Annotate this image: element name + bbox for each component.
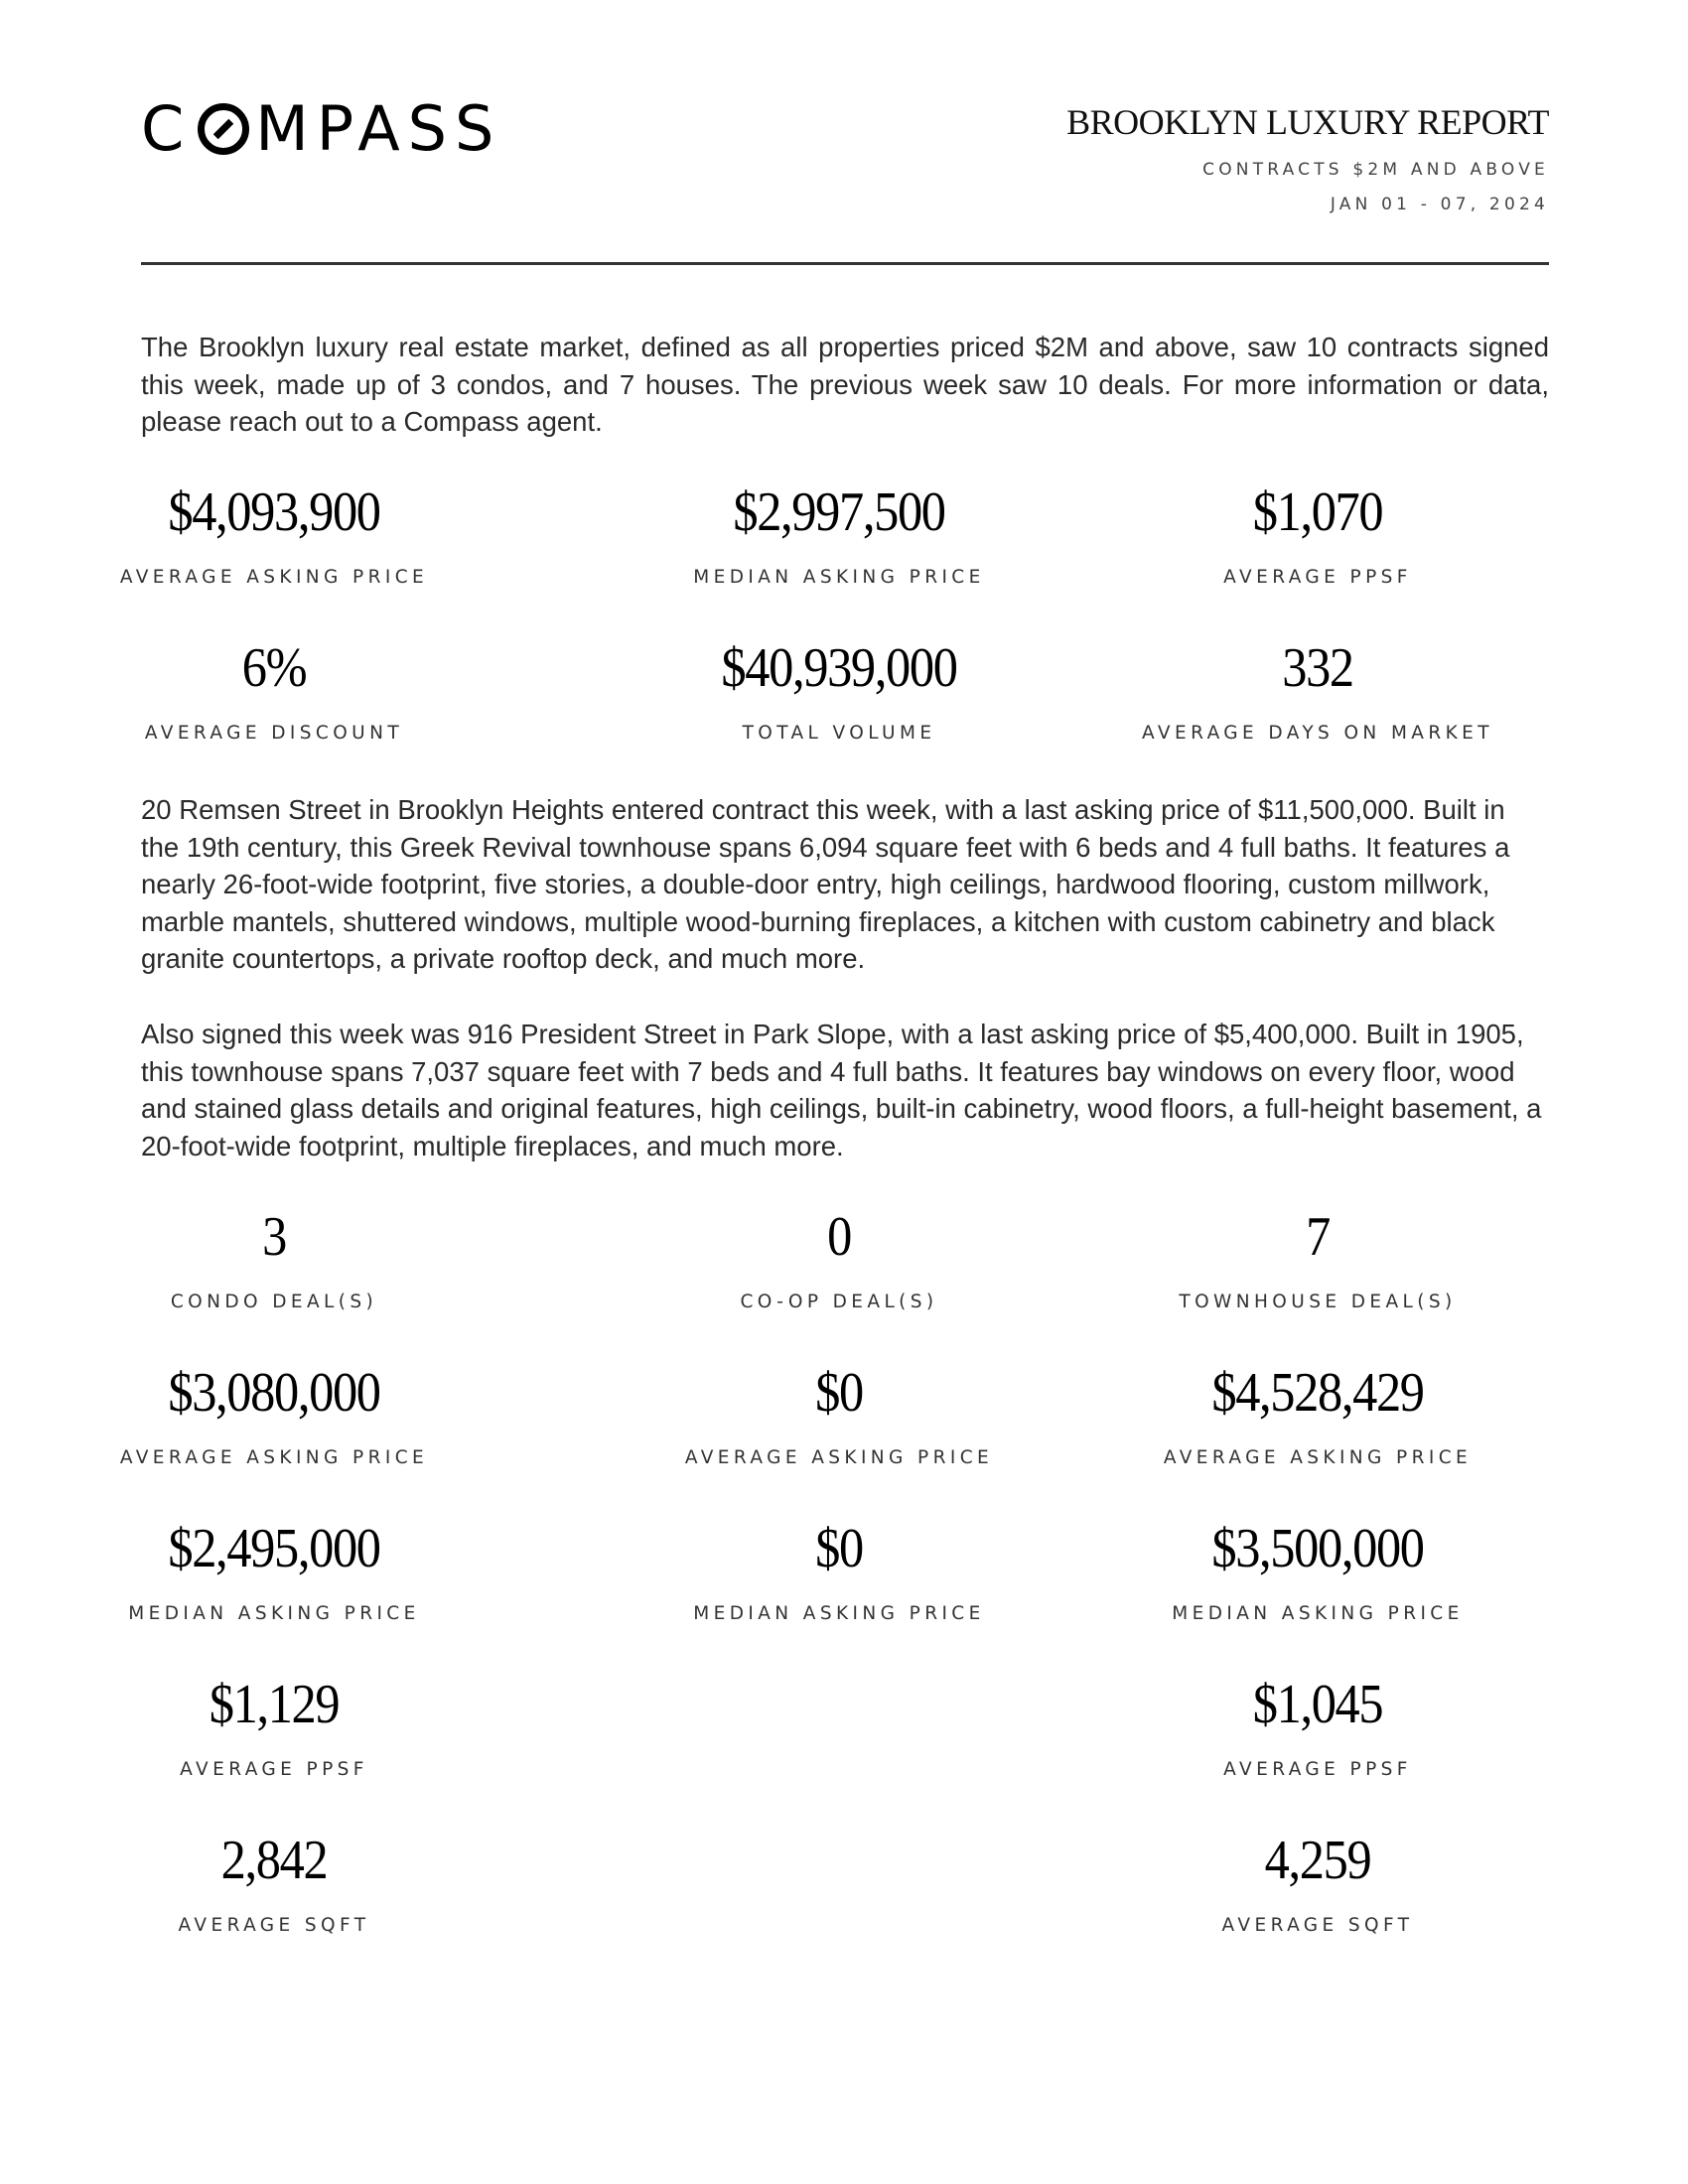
breakdown-row-avg-ask	[119, 1361, 1549, 1517]
stat-label: MEDIAN ASKING PRICE	[693, 567, 985, 588]
stat-label: AVERAGE ASKING PRICE	[1163, 1447, 1473, 1468]
stat-value: 3	[262, 1206, 286, 1268]
condo-average-asking-price	[36, 1361, 512, 1470]
condo-average-ppsf	[36, 1673, 512, 1782]
stat-value: $4,093,900	[168, 481, 380, 543]
townhouse-average-sqft	[1079, 1829, 1556, 1938]
stat-value: 6%	[241, 637, 307, 699]
stat-value: $1,129	[209, 1674, 340, 1735]
stat-label: AVERAGE PPSF	[1223, 567, 1412, 588]
stat-label: TOTAL VOLUME	[742, 723, 936, 744]
highlight-paragraph-2: Also signed this week was 916 President Street in Park Slope, with a last asking price of $5,400,000. Built in 1905, this townhouse spans 7,037 square feet with 7 beds and 4 full baths. It features bay windows on every floor, wood and stained glass details and original features, high ceilings, built-in cabinetry, wood floors, a full-height basement, a 20-foot-wide footprint, multiple fireplaces, and much more.	[141, 1019, 1542, 1161]
report-subtitle: CONTRACTS $2M AND ABOVE	[1202, 160, 1549, 180]
stat-label: MEDIAN ASKING PRICE	[1172, 1603, 1464, 1624]
stat-average-discount	[36, 636, 512, 746]
highlight-paragraph-1: 20 Remsen Street in Brooklyn Heights entered contract this week, with a last asking price of $11,500,000. Built in the 19th century, this Greek Revival townhouse spans 6,094 square feet with 6 beds and 4 full baths. It features a nearly 26-foot-wide footprint, five stories, a double-door entry, high ceilings, hardwood flooring, custom millwork, marble mantels, shuttered windows, multiple wood-burning fireplaces, a kitchen with custom cabinetry and black granite countertops, a private rooftop deck, and much more.	[141, 794, 1510, 974]
stat-label: AVERAGE PPSF	[180, 1759, 368, 1780]
compass-o-icon	[198, 103, 249, 155]
property-type-breakdown	[119, 1205, 1549, 1984]
logo-text-right: MPASS	[255, 92, 502, 165]
stat-value: 4,259	[1264, 1830, 1371, 1891]
condo-deals	[36, 1205, 512, 1314]
stat-label: CO-OP DEAL(S)	[740, 1292, 938, 1312]
stat-average-days-on-market	[1079, 636, 1556, 746]
stat-label: TOWNHOUSE DEAL(S)	[1179, 1292, 1457, 1312]
coop-median-asking-price	[601, 1517, 1077, 1626]
stat-value: $40,939,000	[721, 637, 957, 699]
header-divider	[141, 262, 1549, 265]
summary-stats	[119, 480, 1549, 792]
coop-deals	[601, 1205, 1077, 1314]
intro-paragraph: The Brooklyn luxury real estate market, defined as all properties priced $2M and above, saw 10 contracts signed this week, made up of 3 condos, and 7 houses. The previous week saw 10 deals. For more information or data, please reach out to a Compass agent.	[141, 332, 1549, 437]
coop-average-asking-price	[601, 1361, 1077, 1470]
report-page	[119, 0, 1549, 2184]
stat-value: 7	[1306, 1206, 1330, 1268]
stat-label: AVERAGE SQFT	[178, 1915, 370, 1936]
stat-value: $0	[815, 1518, 863, 1579]
stat-value: $2,495,000	[168, 1518, 380, 1579]
stat-label: AVERAGE ASKING PRICE	[119, 567, 429, 588]
stat-label: AVERAGE ASKING PRICE	[119, 1447, 429, 1468]
townhouse-average-asking-price	[1079, 1361, 1556, 1470]
stat-value: $4,528,429	[1211, 1362, 1424, 1424]
townhouse-median-asking-price	[1079, 1517, 1556, 1626]
compass-logo	[141, 92, 502, 165]
logo-text-left: C	[141, 92, 193, 165]
stat-label: MEDIAN ASKING PRICE	[128, 1603, 420, 1624]
summary-row-1	[119, 480, 1549, 636]
condo-median-asking-price	[36, 1517, 512, 1626]
stat-label: AVERAGE PPSF	[1223, 1759, 1412, 1780]
stat-median-asking-price	[601, 480, 1077, 590]
report-heading	[1066, 101, 1549, 215]
summary-row-2	[141, 636, 1549, 792]
breakdown-row-ppsf	[141, 1673, 1549, 1829]
stat-value: 332	[1282, 637, 1353, 699]
stat-label: AVERAGE DAYS ON MARKET	[1142, 723, 1493, 744]
stat-value: 0	[827, 1206, 851, 1268]
stat-label: AVERAGE ASKING PRICE	[684, 1447, 994, 1468]
stat-average-ppsf	[1079, 480, 1556, 590]
townhouse-average-ppsf	[1079, 1673, 1556, 1782]
stat-value: $3,500,000	[1211, 1518, 1424, 1579]
breakdown-row-median-ask	[128, 1517, 1549, 1673]
report-date-range: JAN 01 - 07, 2024	[1330, 195, 1549, 214]
stat-label: AVERAGE SQFT	[1221, 1915, 1414, 1936]
breakdown-row-deals	[141, 1205, 1549, 1361]
breakdown-row-sqft	[141, 1829, 1549, 1984]
stat-value: 2,842	[220, 1830, 328, 1891]
stat-value: $3,080,000	[168, 1362, 380, 1424]
townhouse-deals	[1079, 1205, 1556, 1314]
stat-value: $1,045	[1252, 1674, 1383, 1735]
report-title: BROOKLYN LUXURY REPORT	[1066, 102, 1549, 142]
stat-label: AVERAGE DISCOUNT	[144, 723, 404, 744]
stat-label: CONDO DEAL(S)	[170, 1292, 378, 1312]
stat-total-volume	[601, 636, 1077, 746]
stat-value: $0	[815, 1362, 863, 1424]
condo-average-sqft	[36, 1829, 512, 1938]
stat-value: $1,070	[1252, 481, 1383, 543]
stat-label: MEDIAN ASKING PRICE	[693, 1603, 985, 1624]
stat-value: $2,997,500	[733, 481, 945, 543]
stat-average-asking-price	[36, 480, 512, 590]
